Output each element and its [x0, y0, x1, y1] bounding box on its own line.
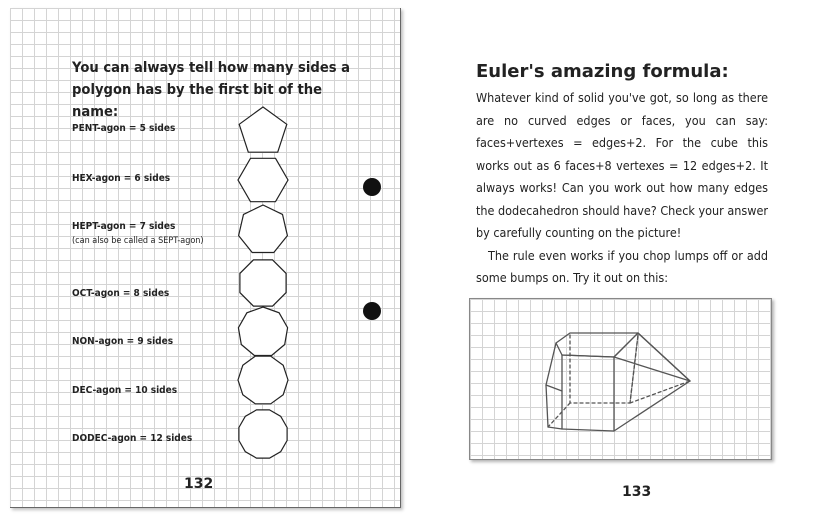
pyramid-edge	[638, 333, 690, 381]
polygon-illustrations	[225, 100, 305, 470]
polygon-label-text: NON-agon = 9 sides	[72, 336, 174, 347]
chopped-cube-drawing	[470, 299, 773, 461]
polygon-label-pentagon	[72, 121, 175, 136]
hidden-edge	[548, 403, 570, 427]
dodecagon-shape	[239, 410, 287, 458]
polygon-label-text: DEC-agon = 10 sides	[72, 385, 178, 396]
hidden-edge	[630, 381, 690, 403]
polygon-label-text: PENT-agon = 5 sides	[72, 123, 176, 134]
pyramid-edge	[614, 357, 690, 381]
polygon-label-text: HEPT-agon = 7 sides	[72, 221, 176, 232]
pyramid-edge	[614, 333, 690, 431]
binder-hole	[363, 178, 381, 196]
polygon-label-octagon	[72, 286, 169, 301]
chopped-face	[546, 385, 562, 429]
binder-hole	[363, 302, 381, 320]
nonagon-shape	[238, 307, 287, 356]
hidden-edge	[570, 335, 638, 403]
page-number-left: 132	[184, 476, 214, 492]
polygon-heading: You can always tell how many sides a polygon has by the first bit of the name:	[72, 60, 351, 120]
page-number-right: 133	[622, 484, 652, 500]
euler-heading: Euler's amazing formula:	[476, 61, 729, 82]
heptagon-shape	[239, 205, 288, 253]
paragraph: The rule even works if you chop lumps off or add some bumps on. Try it out on this:	[476, 247, 768, 285]
polygon-label-text: OCT-agon = 8 sides	[72, 288, 170, 299]
pentagon-shape	[239, 107, 287, 152]
polygon-note: (can also be called a SEPT-agon)	[72, 236, 204, 246]
polygon-label-decagon	[72, 383, 177, 398]
polygon-label-hexagon	[72, 171, 170, 186]
polygon-label-text: DODEC-agon = 12 sides	[72, 433, 193, 444]
polygon-label-dodecagon	[72, 431, 192, 446]
euler-body-text	[476, 87, 768, 290]
polygon-label-heptagon	[72, 219, 204, 249]
polygon-label-nonagon	[72, 334, 173, 349]
polygon-label-text: HEX-agon = 6 sides	[72, 173, 171, 184]
octagon-shape	[240, 260, 286, 306]
decagon-shape	[238, 356, 288, 404]
hexagon-shape	[238, 158, 288, 201]
paragraph: Whatever kind of solid you've got, so long as there are no curved edges or faces, you can say: faces+vertexes = edges+2. For the cube this works out as 6 faces+8 vertexes = 12 edges+2. It always works! Can you work out how many edges the dodecahedron should have? Check your answer by carefully counting on the picture!	[476, 90, 768, 240]
solid-figure-panel	[469, 298, 772, 460]
